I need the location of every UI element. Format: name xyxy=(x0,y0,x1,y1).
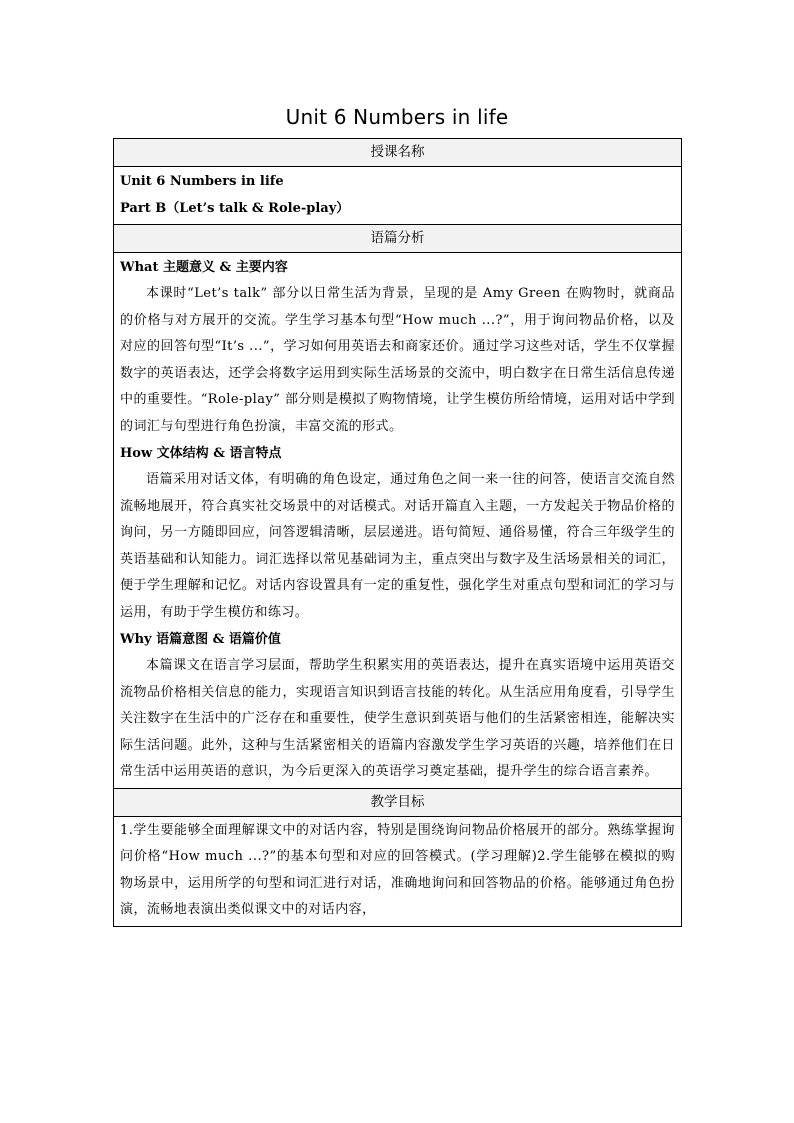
lesson-plan-table xyxy=(113,138,682,927)
why-section-title: Why 语篇意图 & 语篇价值 xyxy=(120,632,281,647)
analysis-header-row xyxy=(114,225,682,253)
course-name-header-row xyxy=(114,139,682,167)
analysis-header: 语篇分析 xyxy=(114,225,682,253)
objectives-row xyxy=(114,816,682,926)
how-section-text: 语篇采用对话文体，有明确的角色设定，通过角色之间一来一往的问答，使语言交流自然流畅地展开，符合真实社交场景中的对话模式。对话开篇直入主题，一方发起关于物品价格的询问，另一方随即回应，问答逻辑清晰，层层递进。语句简短、通俗易懂，符合三年级学生的英语基础和认知能力。词汇选择以常见基础词为主，重点突出与数字及生活场景相关的词汇，便于学生理解和记忆。对话内容设置具有一定的重复性，强化学生对重点句型和词汇的学习与运用，有助于学生模仿和练习。 xyxy=(120,472,675,620)
how-section-title: How 文体结构 & 语言特点 xyxy=(120,446,282,461)
course-name-row xyxy=(114,167,682,225)
objectives-header: 教学目标 xyxy=(114,788,682,816)
objectives-cell xyxy=(114,816,682,926)
course-unit-title: Unit 6 Numbers in life xyxy=(120,174,284,189)
course-name-cell xyxy=(114,167,682,225)
objectives-header-row xyxy=(114,788,682,816)
course-name-header: 授课名称 xyxy=(114,139,682,167)
course-part-title: Part B（Let’s talk & Role-play） xyxy=(120,201,350,216)
what-section-title: What 主题意义 & 主要内容 xyxy=(120,260,288,275)
analysis-row xyxy=(114,253,682,789)
what-section-text: 本课时“Let’s talk” 部分以日常生活为背景，呈现的是 Amy Green 在购物时，就商品的价格与对方展开的交流。学生学习基本句型“How much ...?”，用于询问物品价格，以及对应的回答句型“It’s ...”，学习如何用英语去和商家还价。通过学习这些对话，学生不仅掌握数字的英语表达，还学会将数字运用到实际生活场景的交流中，明白数字在日常生活信息传递中的重要性。“Role-play” 部分则是模拟了购物情境，让学生模仿所给情境，运用对话中学到的词汇与句型进行角色扮演，丰富交流的形式。 xyxy=(120,286,676,434)
objectives-text: 1.学生要能够全面理解课文中的对话内容，特别是围绕询问物品价格展开的部分。熟练掌握询问价格“How much ...?”的基本句型和对应的回答模式。(学习理解)2.学生能够在模拟的购物场景中，运用所学的句型和词汇进行对话，准确地询问和回答物品的价格。能够通过角色扮演，流畅地表演出类似课文中的对话内容， xyxy=(120,822,675,917)
page-title: Unit 6 Numbers in life xyxy=(285,105,509,129)
why-section-text: 本篇课文在语言学习层面，帮助学生积累实用的英语表达，提升在真实语境中运用英语交流物品价格相关信息的能力，实现语言知识到语言技能的转化。从生活应用角度看，引导学生关注数字在生活中的广泛存在和重要性，使学生意识到英语与他们的生活紧密相连，能解决实际生活问题。此外，这种与生活紧密相关的语篇内容激发学生学习英语的兴趣，培养他们在日常生活中运用英语的意识，为今后更深入的英语学习奠定基础，提升学生的综合语言素养。 xyxy=(120,658,675,779)
analysis-cell xyxy=(114,253,682,789)
